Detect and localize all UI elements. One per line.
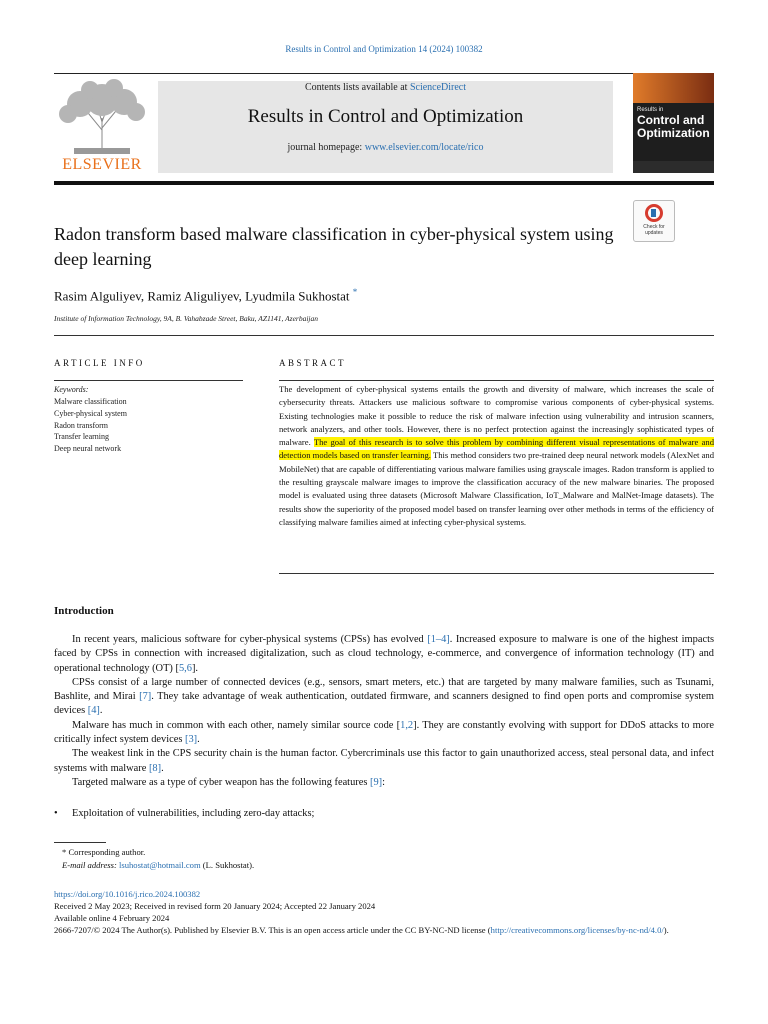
elsevier-logo <box>54 78 150 174</box>
email-label: E-mail address: <box>62 860 119 870</box>
email-suffix: (L. Sukhostat). <box>200 860 255 870</box>
bullet-item <box>54 808 314 819</box>
paragraph <box>54 676 714 719</box>
abstract-text <box>279 383 714 529</box>
publisher-name[interactable]: ELSEVIER <box>62 156 142 173</box>
cover-title: Control and Optimization <box>637 113 710 140</box>
citation-link[interactable]: 1,2 <box>400 719 414 731</box>
license-link[interactable]: http://creativecommons.org/licenses/by-nc-nd/4.0/ <box>490 925 664 935</box>
text-run: Malware has much in common with each other, namely similar source code [ <box>72 719 401 731</box>
abstract-highlight: The goal of this research is to solve this problem by combining different visual representations of malware and detection models based on transfer learning. <box>279 437 714 461</box>
available-online: Available online 4 February 2024 <box>54 913 170 923</box>
citation-link[interactable]: [4] <box>87 705 100 717</box>
sciencedirect-link[interactable]: ScienceDirect <box>409 82 467 93</box>
footnote-mark: * <box>62 847 67 857</box>
keyword-list <box>54 396 127 455</box>
header-rule <box>54 73 714 74</box>
tree-icon <box>54 78 150 156</box>
keyword-item: Malware classification <box>54 397 127 406</box>
paragraph <box>54 747 714 776</box>
bullet-text: Exploitation of vulnerabilities, including zero-day attacks; <box>72 808 315 819</box>
text-run: Targeted malware as a type of cyber weapon has the following features <box>72 776 370 788</box>
journal-citation[interactable]: Results in Control and Optimization 14 (2024) 100382 <box>285 44 483 54</box>
cover-stripe <box>633 73 714 103</box>
text-run: ]. <box>191 662 198 674</box>
text-run: In recent years, malicious software for cyber-physical systems (CPSs) has evolved <box>72 634 428 645</box>
text-run: . <box>197 734 200 746</box>
abstract-part-2: This method considers two pre-trained deep neural network models (AlexNet and MobileNet) that are capable of differentiating various malware families using grayscale images. Radon transform is applied to the resulting grayscale malware images to improve the classification accuracy of the new malware binaries. The proposed model is evaluated using three datasets (Microsoft Malware Classification, IoT_Malware and MalNet-Image datasets). The results show the superiority of the proposed model based on transfer learning over other methods in terms of the efficiency of classifying malware families aimed at infecting cyber-physical systems. <box>279 450 714 527</box>
corresponding-author-mark[interactable]: * <box>352 287 358 297</box>
bullet-mark: • <box>54 808 58 819</box>
badge-label: Check for updates <box>643 224 665 236</box>
introduction-body <box>54 633 714 790</box>
article-info-heading: ARTICLE INFO <box>54 358 145 368</box>
homepage-prefix: journal homepage: <box>287 142 365 153</box>
paragraph <box>54 776 714 790</box>
text-run: . <box>161 762 164 774</box>
contents-line <box>158 82 613 93</box>
citation-link[interactable]: [1–4] <box>427 634 450 645</box>
homepage-link[interactable]: www.elsevier.com/locate/rico <box>364 142 484 153</box>
footnote-text: Corresponding author. <box>66 847 146 857</box>
keyword-item: Radon transform <box>54 420 108 430</box>
header-thick-rule <box>54 181 714 185</box>
article-info-rule <box>54 380 243 381</box>
section-rule <box>54 335 714 336</box>
article-history <box>54 888 714 936</box>
citation-link[interactable]: [8] <box>148 762 162 774</box>
citation-link[interactable]: [9] <box>369 776 383 788</box>
citation-link[interactable]: 5,6 <box>178 662 192 674</box>
introduction-heading: Introduction <box>54 605 114 617</box>
email-note <box>62 860 254 870</box>
citation-link[interactable]: [7] <box>139 691 152 703</box>
doi-link[interactable]: https://doi.org/10.1016/j.rico.2024.100382 <box>54 889 201 899</box>
text-run: CPSs consist of a large number of connected devices (e.g., sensors, smart meters, etc.) that are targeted by many malware families, such as Tsunami, Bashlite, and Mirai <box>54 676 714 703</box>
license-end: ). <box>663 925 669 935</box>
contents-prefix: Contents lists available at <box>304 82 410 93</box>
cover-base <box>633 161 714 173</box>
abstract-rule <box>279 380 714 381</box>
citation-link[interactable]: [3] <box>185 734 198 746</box>
keyword-item: Transfer learning <box>54 432 110 442</box>
bookmark-icon <box>645 204 663 222</box>
corresponding-author-note <box>62 847 145 857</box>
text-run: . <box>99 705 103 717</box>
journal-banner <box>158 81 613 173</box>
abstract-heading: ABSTRACT <box>279 358 347 368</box>
paragraph <box>54 633 714 676</box>
journal-cover-thumbnail[interactable] <box>633 73 714 173</box>
text-run: : <box>382 776 385 788</box>
license-text: 2666-7207/© 2024 The Author(s). Published by Elsevier B.V. This is an open access article under the CC BY-NC-ND license ( <box>54 925 491 935</box>
text-run: . Increased exposure to malware is one of the highest impacts faced by CPSs in connection with increased digitalization, such as cloud technology, e-commerce, and convergence of information technology (IT) and operational technology (OT) [ <box>54 634 714 674</box>
footnote-rule <box>54 842 106 843</box>
authors-text: Rasim Alguliyev, Ramiz Aliguliyev, Lyudmila Sukhostat <box>54 288 350 304</box>
author-list <box>54 287 357 304</box>
journal-title: Results in Control and Optimization <box>247 106 524 127</box>
keyword-item: Cyber-physical system <box>54 408 127 418</box>
email-link[interactable]: lsuhostat@hotmail.com <box>118 860 201 870</box>
text-run: . They take advantage of weak authentication, outdated firmware, and scanners designed to find open ports and compromise system devices <box>54 691 714 717</box>
license-statement <box>54 924 714 936</box>
cover-small-text: Results in <box>637 107 664 113</box>
keywords-label: Keywords: <box>54 385 89 394</box>
received-dates: Received 2 May 2023; Received in revised form 20 January 2024; Accepted 22 January 2024 <box>54 901 376 911</box>
keyword-item: Deep neural network <box>54 444 122 454</box>
text-run: The weakest link in the CPS security chain is the human factor. Cybercriminals use this factor to gain unauthorized access, steal personal data, and infect systems with malware <box>54 748 714 774</box>
text-run: ]. They are constantly evolving with support for DDoS attacks to more critically infect system devices <box>54 719 714 746</box>
homepage-line <box>158 142 613 153</box>
article-title: Radon transform based malware classification in cyber-physical system using deep learning <box>54 224 614 269</box>
paragraph <box>54 719 714 748</box>
abstract-part-1: The development of cyber-physical systems entails the growth and diversity of malware, which increases the scale of cybersecurity threats. Attackers use malicious software to compromise various components of cyber-physical systems. Existing technologies make it possible to reduce the risk of malware infection using vulnerability and intrusion scanners, network analyzers, and other tools. However, there is no perfect protection against the increasingly sophisticated types of malware. <box>279 384 714 448</box>
check-for-updates-button[interactable] <box>633 200 675 242</box>
affiliation: Institute of Information Technology, 9A, B. Vahabzade Street, Baku, AZ1141, Azerbaijan <box>54 314 319 323</box>
abstract-end-rule <box>279 573 714 574</box>
